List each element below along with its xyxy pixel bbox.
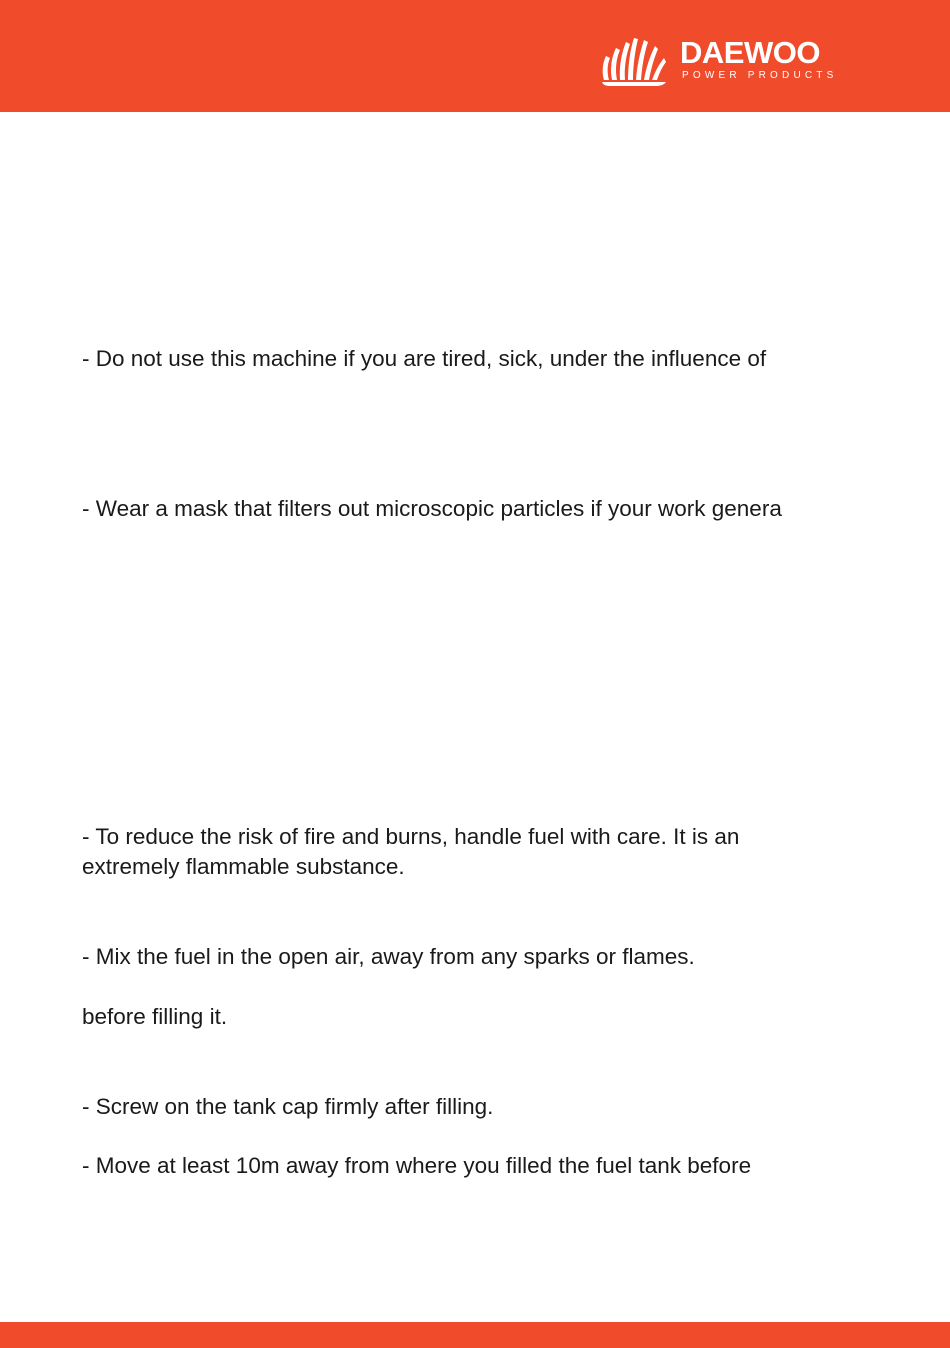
body-line: - Do not use this machine if you are tired, sick, under the influence of: [82, 346, 767, 371]
body-line: - To reduce the risk of fire and burns, handle fuel with care. It is an: [82, 824, 740, 849]
body-line: - Mix the fuel in the open air, away from any sparks or flames.: [82, 944, 695, 969]
daewoo-logo: [600, 34, 860, 86]
daewoo-shell-icon: [600, 34, 670, 86]
body-line: - Move at least 10m away from where you filled the fuel tank before: [82, 1153, 752, 1178]
header-bar: [0, 0, 950, 112]
body-line: extremely flammable substance.: [82, 854, 405, 879]
logo-wordmark: DAEWOO: [680, 35, 820, 70]
logo-subtitle: POWER PRODUCTS: [682, 70, 838, 81]
body-line: before filling it.: [82, 1004, 228, 1029]
body-line: - Screw on the tank cap firmly after filling.: [82, 1094, 494, 1119]
footer-bar: [0, 1322, 950, 1348]
body-line: - Wear a mask that filters out microscopic particles if your work genera: [82, 496, 782, 521]
